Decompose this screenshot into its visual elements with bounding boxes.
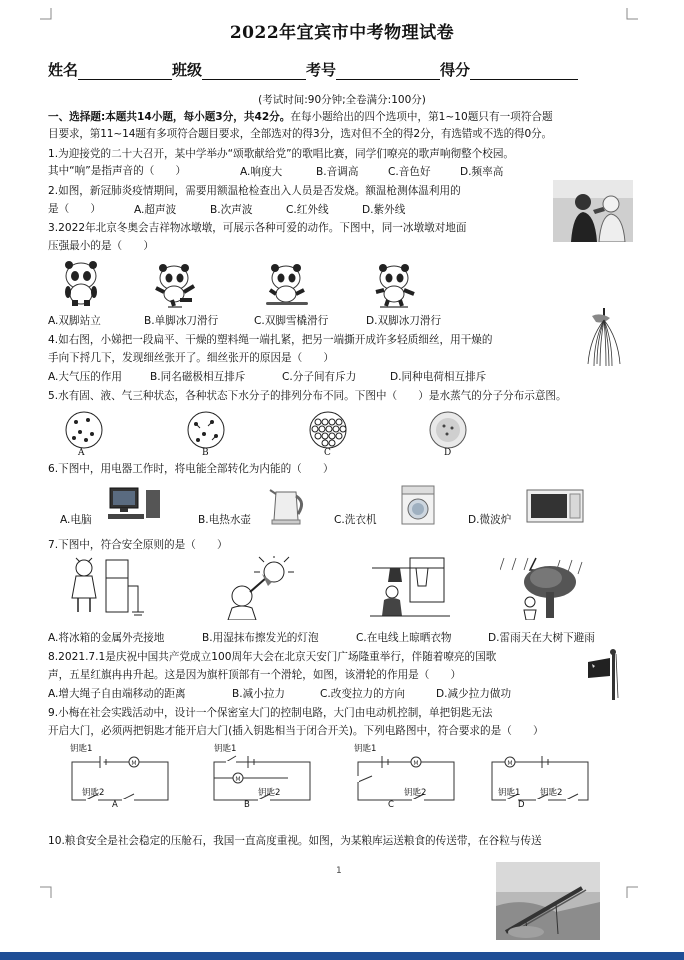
circuit-b-key2: 钥匙2: [258, 788, 281, 798]
q3-option-c[interactable]: C.双脚雪橇滑行: [254, 315, 329, 327]
q9-stem-line1: 9.小梅在社会实践活动中，设计一个保密室大门的控制电路，大门由电动机控制，单把钥匙无法: [48, 707, 493, 719]
q2-option-a[interactable]: A.超声波: [134, 204, 177, 216]
exam-title: 2022年宜宾市中考物理试卷: [229, 23, 455, 43]
circuit-diagram-a: [66, 746, 176, 808]
q3-option-d[interactable]: D.双脚冰刀滑行: [366, 315, 442, 327]
q6-option-d[interactable]: D.微波炉: [468, 514, 512, 526]
q8-option-b[interactable]: B.减小拉力: [232, 688, 286, 700]
q4-option-b[interactable]: B.同名磁极相互排斥: [150, 371, 246, 383]
q1-option-c[interactable]: C.音色好: [388, 166, 431, 178]
q5-stem: 5.水有固、液、气三种状态，各种状态下水分子的排列分布不同。下图中（ ）是水蒸气的分子分布示意图。: [48, 390, 567, 402]
name-label: 姓名: [48, 61, 79, 79]
q7-option-d[interactable]: D.雷雨天在大树下避雨: [488, 632, 595, 644]
circuit-a-key2: 钥匙2: [82, 788, 105, 798]
panda-sled-icon: [262, 262, 312, 308]
q3-stem-line2: 压强最小的是（ ）: [48, 240, 154, 252]
q5-label-c[interactable]: C: [324, 448, 331, 458]
panda-single-skate-icon: [150, 262, 200, 308]
q8-option-a[interactable]: A.增大绳子自由端移动的距离: [48, 688, 186, 700]
fridge-grounding-image: [66, 556, 148, 618]
molecule-diagram-a: [60, 410, 110, 456]
clothes-on-wire-image: [370, 556, 450, 618]
q6-option-b[interactable]: B.电热水壶: [198, 514, 252, 526]
q1-option-d[interactable]: D.频率高: [460, 166, 504, 178]
q4-stem-line1: 4.如右图，小娣把一段扁平、干燥的塑料绳一端扎紧，把另一端撕开成许多轻质细丝，用干燥的: [48, 334, 493, 346]
tree-lightning-image: [500, 556, 584, 620]
circuit-a-key1: 钥匙1: [70, 744, 93, 754]
q3-option-b[interactable]: B.单脚冰刀滑行: [144, 315, 219, 327]
forehead-thermometer-photo: [553, 180, 633, 242]
exam-note: (考试时间:90分钟;全卷满分:100分): [258, 94, 426, 106]
exam-no-label: 考号: [306, 61, 337, 79]
section1-line1: [48, 110, 553, 124]
q8-option-c[interactable]: C.改变拉力的方向: [320, 688, 405, 700]
q8-stem-line2: 声，五星红旗冉冉升起。这是因为旗杆顶部有一个滑轮，如图，该滑轮的作用是（ ）: [48, 669, 462, 681]
q3-stem-line1: 3.2022年北京冬奥会吉祥物冰墩墩，可展示各种可爱的动作。下图中，同一冰墩墩对地面: [48, 222, 467, 234]
circuit-diagram-b: [208, 746, 318, 808]
circuit-d-motor: M: [507, 760, 513, 767]
class-label: 班级: [172, 61, 203, 79]
panda-standing-icon: [58, 258, 104, 306]
q6-option-a[interactable]: A.电脑: [60, 514, 92, 526]
q1-stem-line1: 1.为迎接党的二十大召开，某中学举办“颂歌献给党”的歌唱比赛，同学们嘹亮的歌声响彻整个校园。: [48, 148, 515, 160]
circuit-label-d[interactable]: D: [518, 800, 525, 810]
grain-conveyor-photo: [496, 862, 600, 940]
q5-label-b[interactable]: B: [202, 448, 209, 458]
electric-kettle-icon: [268, 484, 308, 526]
score-label: 得分: [440, 61, 471, 79]
q4-option-d[interactable]: D.同种电荷相互排斥: [390, 371, 487, 383]
circuit-diagram-c: [352, 746, 462, 808]
circuit-b-motor: M: [235, 776, 241, 783]
flagpole-pulley-image: [582, 648, 632, 700]
q2-option-c[interactable]: C.红外线: [286, 204, 329, 216]
q4-option-a[interactable]: A.大气压的作用: [48, 371, 122, 383]
computer-icon: [108, 486, 164, 522]
q7-option-b[interactable]: B.用湿抹布擦发光的灯泡: [202, 632, 319, 644]
bottom-taskbar-strip: [0, 952, 684, 960]
circuit-d-key2: 钥匙2: [540, 788, 563, 798]
circuit-diagram-d: [486, 746, 596, 808]
circuit-c-key2: 钥匙2: [404, 788, 427, 798]
q1-option-a[interactable]: A.响度大: [240, 166, 283, 178]
washing-machine-icon: [400, 484, 438, 526]
q4-stem-line2: 手向下捋几下，发现细丝张开了。细丝张开的原因是（ ）: [48, 352, 335, 364]
q5-label-d[interactable]: D: [444, 448, 452, 458]
panda-double-skate-icon: [370, 262, 420, 308]
q8-option-d[interactable]: D.减少拉力做功: [436, 688, 512, 700]
q7-stem: 7.下图中，符合安全原则的是（ ）: [48, 539, 228, 551]
section1-heading: 一、选择题:本题共14小题，每小题3分，共42分。: [48, 111, 291, 123]
class-blank[interactable]: [202, 65, 306, 80]
circuit-label-c[interactable]: C: [388, 800, 394, 810]
section1-line2: 目要求，第11~14题有多项符合题目要求，全部选对的得3分，选对但不全的得2分，有选错或不选的得0分。: [48, 128, 552, 140]
exam-no-blank[interactable]: [336, 65, 440, 80]
q6-stem: 6.下图中，用电器工作时，将电能全部转化为内能的（ ）: [48, 463, 334, 475]
q2-stem-line2: 是（ ）: [48, 203, 101, 215]
circuit-c-key1: 钥匙1: [354, 744, 377, 754]
wet-cloth-bulb-image: [212, 556, 302, 620]
name-blank[interactable]: [78, 65, 172, 80]
q5-label-a[interactable]: A: [78, 448, 85, 458]
q8-stem-line1: 8.2021.7.1是庆祝中国共产党成立100周年大会在北京天安门广场隆重举行，伴随着嘹亮的国歌: [48, 651, 497, 663]
circuit-d-key1: 钥匙1: [498, 788, 521, 798]
microwave-icon: [526, 488, 584, 524]
q1-option-b[interactable]: B.音调高: [316, 166, 359, 178]
q2-option-d[interactable]: D.紫外线: [362, 204, 406, 216]
q9-stem-line2: 开启大门，必须两把钥匙才能开启大门(插入钥匙相当于闭合开关)。下列电路图中，符合要求的是（ ）: [48, 725, 544, 737]
circuit-b-key1: 钥匙1: [214, 744, 237, 754]
section1-rule: 在每小题给出的四个选项中，第1~10题只有一项符合题: [290, 111, 553, 123]
plastic-strands-image: [584, 306, 624, 368]
q6-option-c[interactable]: C.洗衣机: [334, 514, 377, 526]
score-blank[interactable]: [470, 65, 578, 80]
q3-option-a[interactable]: A.双脚站立: [48, 315, 101, 327]
corner-mark-bottom-left: [40, 884, 52, 898]
q2-option-b[interactable]: B.次声波: [210, 204, 253, 216]
q2-stem-line1: 2.如图，新冠肺炎疫情期间，需要用额温枪检查出入人员是否发烧。额温枪测体温利用的: [48, 185, 461, 197]
q4-option-c[interactable]: C.分子间有斥力: [282, 371, 357, 383]
circuit-a-motor: M: [131, 760, 137, 767]
page-number: 1: [336, 866, 342, 876]
q1-stem-line2: 其中“响”是指声音的（ ）: [48, 165, 187, 177]
student-info-row: [48, 59, 578, 80]
corner-mark-bottom-right: [626, 884, 638, 898]
q7-option-a[interactable]: A.将冰箱的金属外壳接地: [48, 632, 165, 644]
circuit-c-motor: M: [413, 760, 419, 767]
circuit-label-a[interactable]: A: [112, 800, 118, 810]
circuit-label-b[interactable]: B: [244, 800, 250, 810]
q10-stem-line1: 10.粮食安全是社会稳定的压舱石，我国一直高度重视。如图，为某粮库运送粮食的传送带，在谷粒与传送: [48, 835, 542, 847]
q7-option-c[interactable]: C.在电线上晾晒衣物: [356, 632, 452, 644]
